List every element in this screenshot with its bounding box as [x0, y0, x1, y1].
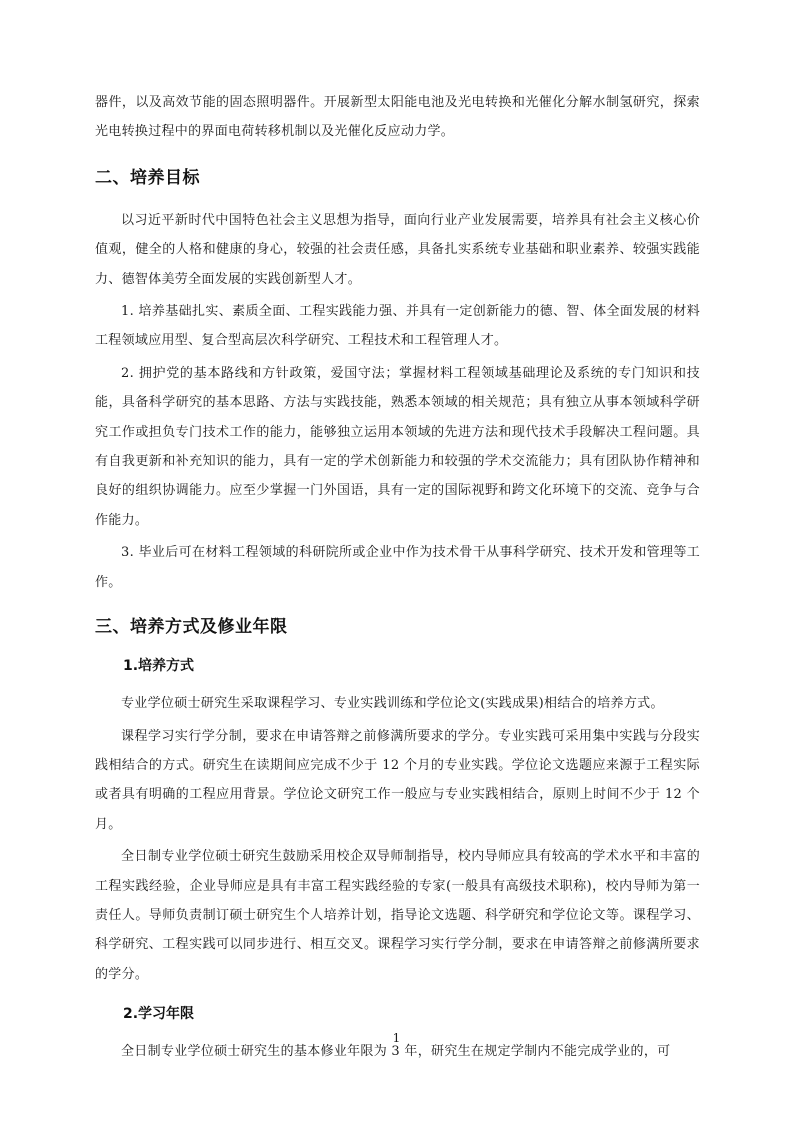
objectives-intro-paragraph: 以习近平新时代中国特色社会主义思想为指导，面向行业产业发展需要，培养具有社会主义核心价值观，健全的人格和健康的身心，较强的社会责任感，具备扎实系统专业基础和职业素养、较强实践能力、德智体美劳全面发展的实践创新型人才。 [95, 212, 700, 287]
objective-item-3: 3. 毕业后可在材料工程领域的科研院所或企业中作为技术骨干从事科学研究、技术开发和管理等工作。 [95, 545, 700, 590]
training-mode-paragraph: 专业学位硕士研究生采取课程学习、专业实践训练和学位论文(实践成果)相结合的培养方式。 [121, 696, 664, 712]
subheading-study-duration: 2.学习年限 [123, 1006, 195, 1023]
page-number: 1 [392, 1031, 401, 1045]
document-body [95, 88, 700, 1070]
objective-item-1: 1. 培养基础扎实、素质全面、工程实践能力强、并具有一定创新能力的德、智、体全面发展的材料工程领域应用型、复合型高层次科学研究、工程技术和工程管理人才。 [95, 304, 700, 349]
objective-item-2: 2. 拥护党的基本路线和方针政策，爱国守法；掌握材料工程领域基础理论及系统的专门知识和技能，具备科学研究的基本思路、方法与实践技能，熟悉本领域的相关规范；具有独立从事本领域科学研究工作或担负专门技术工作的能力，能够独立运用本领域的先进方法和现代技术手段解决工程问题。具有自我更新和补充知识的能力，具有一定的学术创新能力和较强的学术交流能力；具有团队协作精神和良好的组织协调能力。应至少掌握一门外国语，具有一定的国际视野和跨文化环境下的交流、竞争与合作能力。 [95, 365, 700, 528]
training-mode-paragraph: 全日制专业学位硕士研究生鼓励采用校企双导师制指导，校内导师应具有较高的学术水平和丰富的工程实践经验，企业导师应是具有丰富工程实践经验的专家(一般具有高级技术职称)，校内导师为第一责任人。导师负责制订硕士研究生个人培养计划，指导论文选题、科学研究和学位论文等。课程学习、科学研究、工程实践可以同步进行、相互交叉。课程学习实行学分制，要求在申请答辩之前修满所要求的学分。 [95, 849, 700, 982]
section-heading-training-objectives: 二、培养目标 [95, 167, 200, 188]
subheading-training-mode: 1.培养方式 [123, 658, 195, 675]
study-duration-paragraph: 全日制专业学位硕士研究生的基本修业年限为 3 年，研究生在规定学制内不能完成学业的，可 [121, 1044, 671, 1060]
opening-paragraph: 器件，以及高效节能的固态照明器件。开展新型太阳能电池及光电转换和光催化分解水制氢研究，探索光电转换过程中的界面电荷转移机制以及光催化反应动力学。 [95, 95, 700, 140]
training-mode-paragraph: 课程学习实行学分制，要求在申请答辩之前修满所要求的学分。专业实践可采用集中实践与分段实践相结合的方式。研究生在读期间应完成不少于 12 个月的专业实践。学位论文选题应来源于工程实际或者具有明确的工程应用背景。学位论文研究工作一般应与专业实践相结合，原则上时间不少于 12 个月。 [95, 728, 700, 832]
section-heading-training-mode-and-duration: 三、培养方式及修业年限 [95, 617, 288, 638]
